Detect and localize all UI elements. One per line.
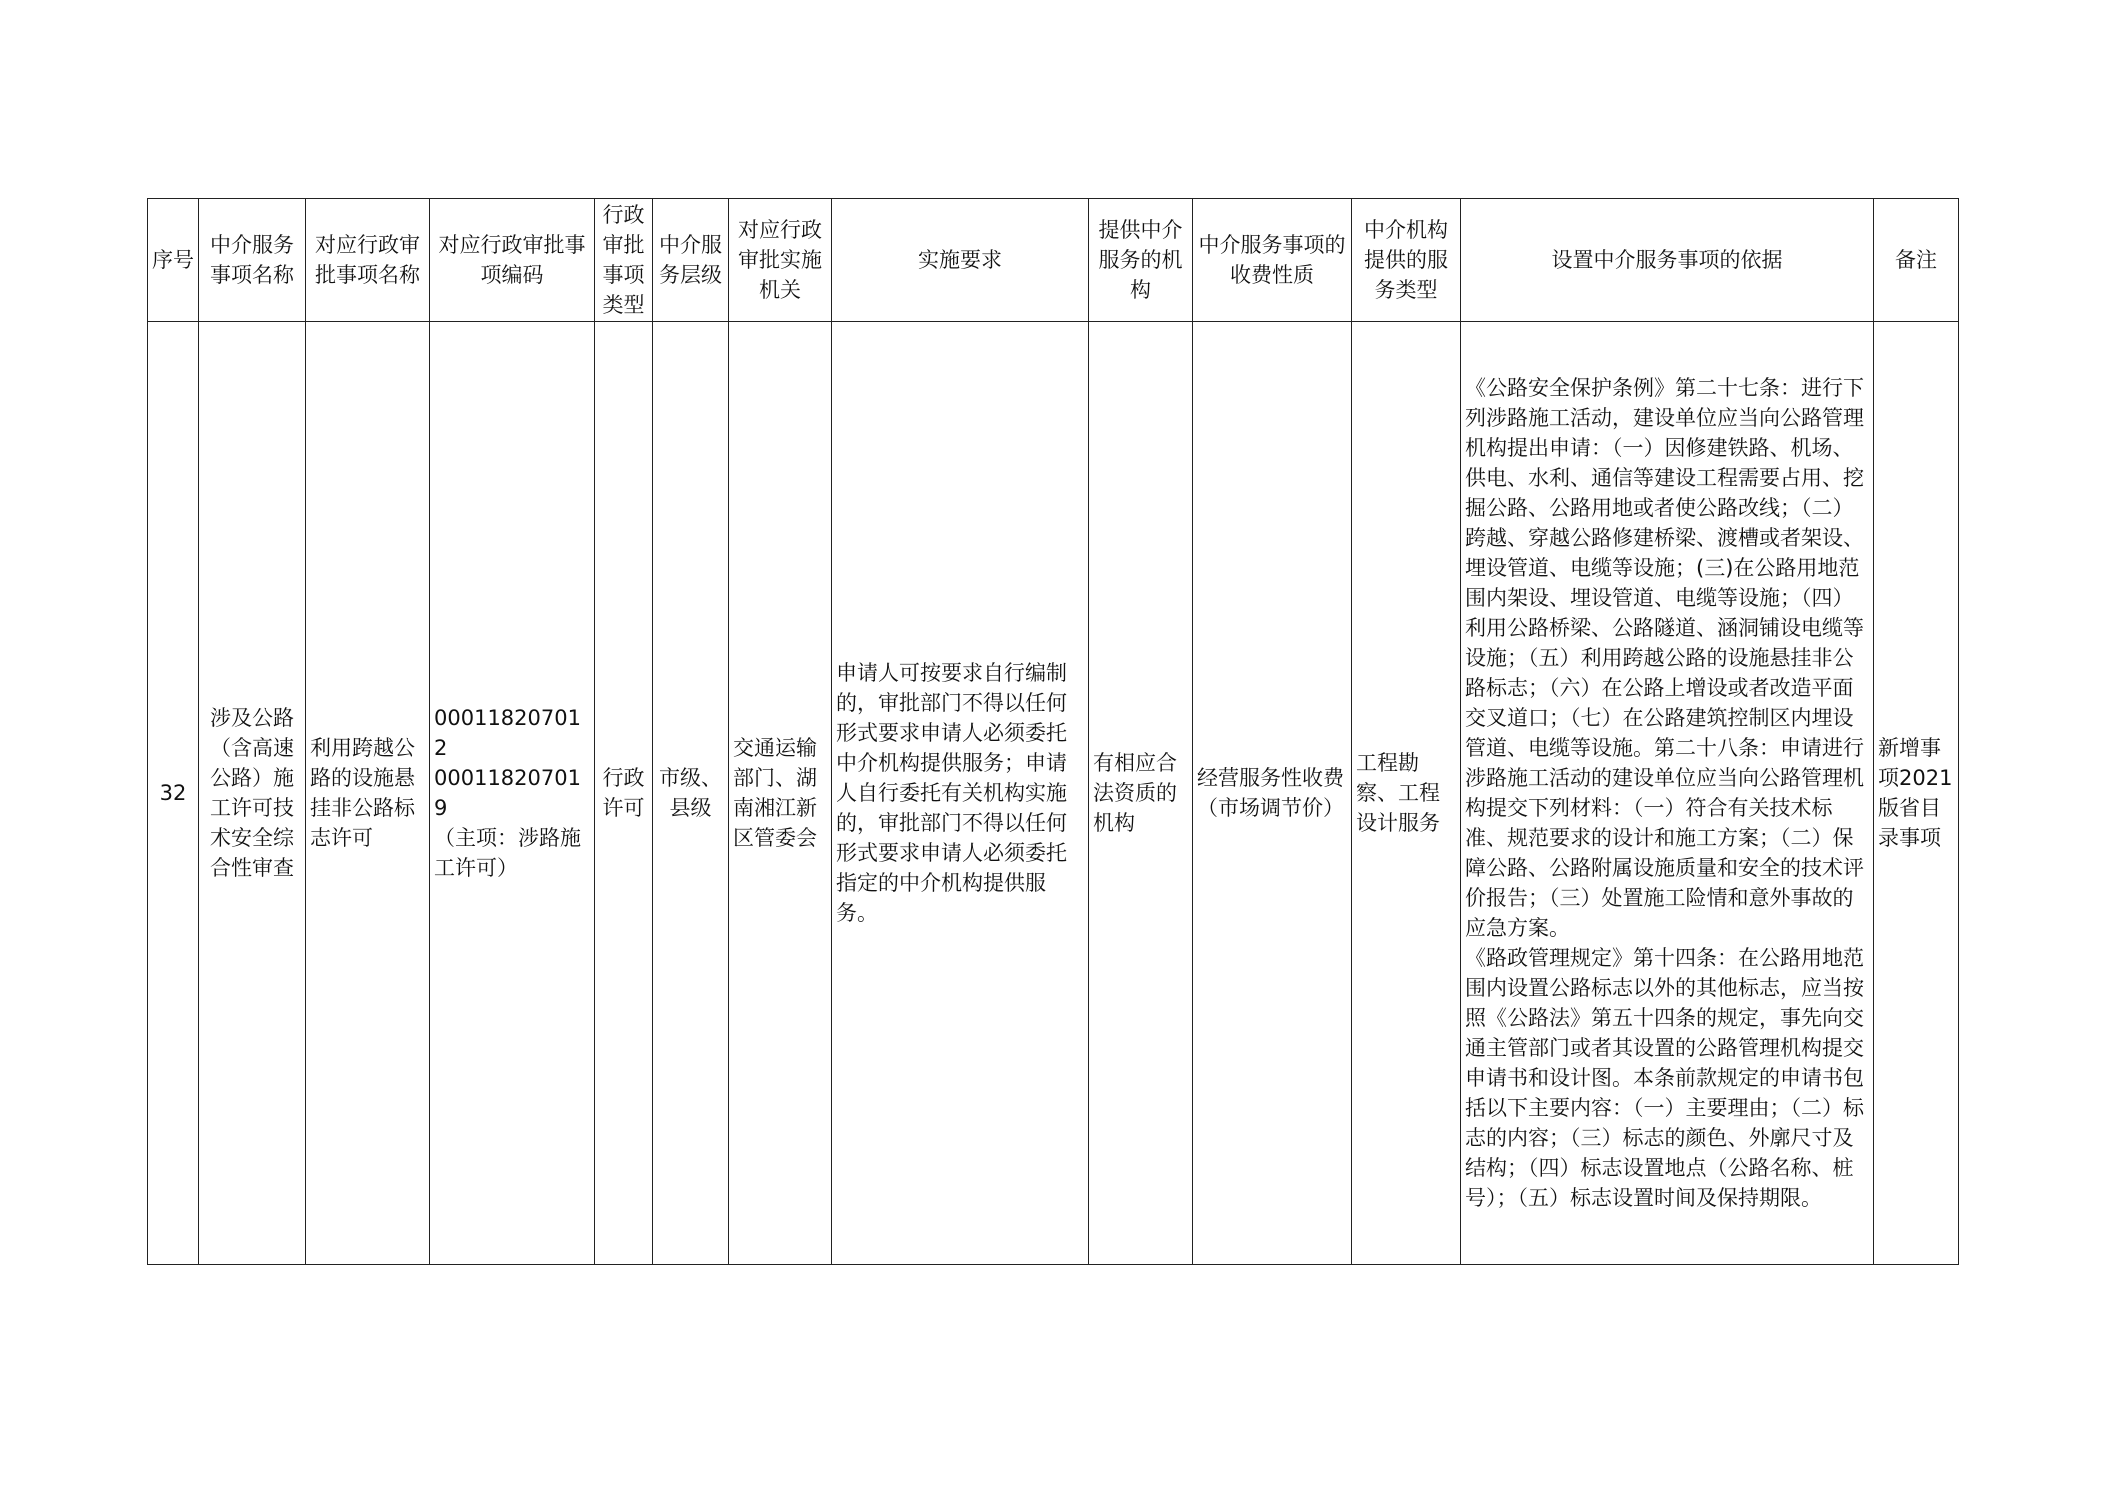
cell-provider: 有相应合法资质的机构 (1089, 322, 1193, 1265)
table-row (148, 322, 1959, 1265)
header-approval-code: 对应行政审批事项编码 (430, 199, 595, 322)
header-approval-type: 行政审批事项类型 (595, 199, 653, 322)
header-remark: 备注 (1874, 199, 1959, 322)
cell-approval-code: 000118207012 000118207019 （主项：涉路施工许可） (430, 322, 595, 1265)
cell-service-type: 工程勘察、工程设计服务 (1352, 322, 1461, 1265)
header-authority: 对应行政审批实施机关 (729, 199, 832, 322)
header-service-level: 中介服务层级 (653, 199, 729, 322)
header-approval-name: 对应行政审批事项名称 (306, 199, 430, 322)
cell-service-name: 涉及公路（含高速公路）施工许可技术安全综合性审查 (199, 322, 306, 1265)
header-basis: 设置中介服务事项的依据 (1461, 199, 1874, 322)
cell-authority: 交通运输部门、湖南湘江新区管委会 (729, 322, 832, 1265)
header-service-type: 中介机构提供的服务类型 (1352, 199, 1461, 322)
table-header-row (148, 199, 1959, 322)
cell-fee-nature: 经营服务性收费（市场调节价） (1193, 322, 1352, 1265)
cell-remark: 新增事项2021版省目录事项 (1874, 322, 1959, 1265)
cell-approval-type: 行政许可 (595, 322, 653, 1265)
header-provider: 提供中介服务的机构 (1089, 199, 1193, 322)
cell-basis (1461, 322, 1874, 1265)
cell-requirement: 申请人可按要求自行编制的，审批部门不得以任何形式要求申请人必须委托中介机构提供服务；申请人自行委托有关机构实施的，审批部门不得以任何形式要求申请人必须委托指定的中介机构提供服务。 (832, 322, 1089, 1265)
header-seq: 序号 (148, 199, 199, 322)
cell-approval-name: 利用跨越公路的设施悬挂非公路标志许可 (306, 322, 430, 1265)
header-requirement: 实施要求 (832, 199, 1089, 322)
cell-seq: 32 (148, 322, 199, 1265)
basis-paragraph: 《路政管理规定》第十四条：在公路用地范围内设置公路标志以外的其他标志，应当按照《公路法》第五十四条的规定，事先向交通主管部门或者其设置的公路管理机构提交申请书和设计图。本条前款规定的申请书包括以下主要内容：（一）主要理由；（二）标志的内容；（三）标志的颜色、外廓尺寸及结构；（四）标志设置地点（公路名称、桩号）；（五）标志设置时间及保持期限。 (1465, 946, 1864, 1210)
intermediary-services-table (147, 198, 1959, 1265)
header-service-name: 中介服务事项名称 (199, 199, 306, 322)
header-fee-nature: 中介服务事项的收费性质 (1193, 199, 1352, 322)
cell-service-level: 市级、县级 (653, 322, 729, 1265)
basis-paragraph: 《公路安全保护条例》第二十七条：进行下列涉路施工活动，建设单位应当向公路管理机构提出申请：（一）因修建铁路、机场、供电、水利、通信等建设工程需要占用、挖掘公路、公路用地或者使公路改线；（二）跨越、穿越公路修建桥梁、渡槽或者架设、埋设管道、电缆等设施；(三)在公路用地范围内架设、埋设管道、电缆等设施；（四）利用公路桥梁、公路隧道、涵洞铺设电缆等设施；（五）利用跨越公路的设施悬挂非公路标志；（六）在公路上增设或者改造平面交叉道口；（七）在公路建筑控制区内埋设管道、电缆等设施。第二十八条：申请进行涉路施工活动的建设单位应当向公路管理机构提交下列材料：（一）符合有关技术标准、规范要求的设计和施工方案；（二）保障公路、公路附属设施质量和安全的技术评价报告；（三）处置施工险情和意外事故的应急方案。 (1465, 376, 1864, 940)
